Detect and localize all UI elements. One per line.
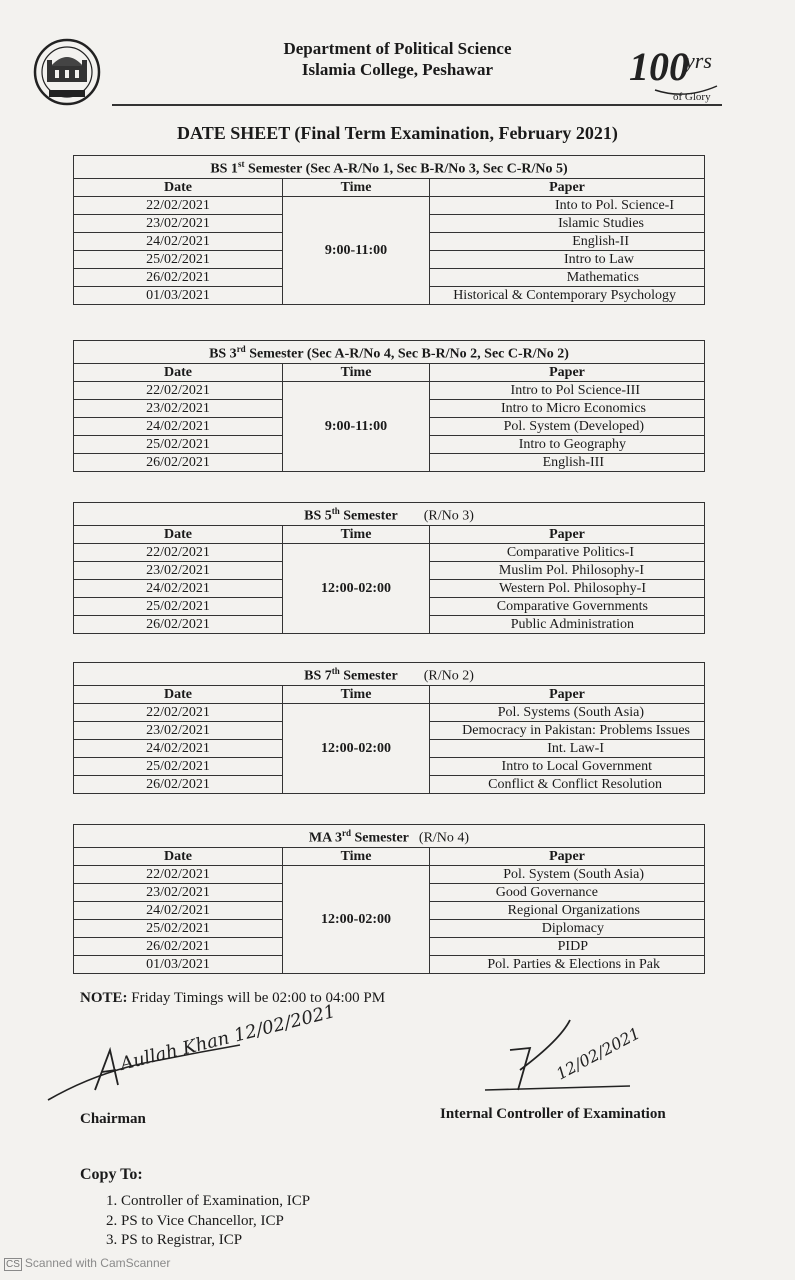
semester-heading: BS 3rd Semester (Sec A-R/No 4, Sec B-R/No 2, Sec C-R/No 2) (74, 341, 705, 364)
table-row: 01/03/2021 Historical & Contemporary Psychology (74, 286, 705, 304)
paper-header: Paper (430, 178, 705, 196)
time-header: Time (283, 178, 430, 196)
table-row: 26/02/2021 Mathematics (74, 268, 705, 286)
schedule-table-bs3 (73, 340, 705, 472)
table-row: 24/02/2021 English-II (74, 232, 705, 250)
exam-time: 9:00-11:00 (283, 381, 430, 471)
friday-timing-note: NOTE: Friday Timings will be 02:00 to 04:00 PM (80, 990, 386, 1006)
list-item: 2. PS to Vice Chancellor, ICP (106, 1212, 284, 1229)
table-row: 25/02/2021 Comparative Governments (74, 597, 705, 615)
table-row: 26/02/2021 Public Administration (74, 615, 705, 633)
date-sheet-title: DATE SHEET (Final Term Examination, February 2021) (177, 123, 618, 143)
copy-to-heading: Copy To: (80, 1166, 143, 1183)
table-row: 22/02/2021 12:00-02:00 Pol. System (South Asia) (74, 865, 705, 883)
department-name: Department of Political Science (283, 39, 512, 58)
camscanner-watermark: CS Scanned with CamScanner (6, 1256, 171, 1270)
table-row: 22/02/2021 12:00-02:00 Pol. Systems (South Asia) (74, 703, 705, 721)
college-name: Islamia College, Peshawar (301, 60, 494, 79)
table-row: 24/02/2021 Pol. System (Developed) (74, 417, 705, 435)
table-row: 22/02/2021 12:00-02:00 Comparative Politics-I (74, 543, 705, 561)
table-row: 26/02/2021 Conflict & Conflict Resolution (74, 775, 705, 793)
paper-header: Paper (430, 525, 705, 543)
list-item: 1. Controller of Examination, ICP (106, 1193, 311, 1209)
table-row: 22/02/2021 9:00-11:00 Intro to Pol Science-III (74, 381, 705, 399)
svg-text:of Glory: of Glory (673, 91, 711, 103)
schedule-table-bs7 (73, 662, 705, 794)
copy-to-list (106, 1192, 310, 1251)
table-row: 24/02/2021 Regional Organizations (74, 901, 705, 919)
table-row: 22/02/2021 9:00-11:00 Into to Pol. Science-I (74, 196, 705, 214)
paper-header: Paper (430, 685, 705, 703)
time-header: Time (283, 685, 430, 703)
date-header: Date (74, 685, 283, 703)
table-row: 23/02/2021 Good Governance (74, 883, 705, 901)
time-header: Time (283, 525, 430, 543)
semester-heading: BS 7th Semester (R/No 2) (74, 663, 705, 686)
time-header: Time (283, 847, 430, 865)
date-header: Date (74, 363, 283, 381)
paper-header: Paper (430, 363, 705, 381)
time-header: Time (283, 363, 430, 381)
date-header: Date (74, 178, 283, 196)
table-row: 23/02/2021 Muslim Pol. Philosophy-I (74, 561, 705, 579)
exam-time: 12:00-02:00 (283, 865, 430, 973)
chairman-signature (40, 1001, 338, 1110)
exam-time: 12:00-02:00 (283, 703, 430, 793)
hundred-years-logo (625, 34, 720, 102)
table-row: 01/03/2021 Pol. Parties & Elections in Pak (74, 955, 705, 973)
table-row: 23/02/2021 Democracy in Pakistan: Problems Issues (74, 721, 705, 739)
table-row: 25/02/2021 Diplomacy (74, 919, 705, 937)
semester-heading: BS 1st Semester (Sec A-R/No 1, Sec B-R/No 3, Sec C-R/No 5) (74, 156, 705, 179)
date-header: Date (74, 525, 283, 543)
table-row: 26/02/2021 English-III (74, 453, 705, 471)
table-row: 23/02/2021 Islamic Studies (74, 214, 705, 232)
date-header: Date (74, 847, 283, 865)
exam-time: 9:00-11:00 (283, 196, 430, 304)
semester-heading: MA 3rd Semester (R/No 4) (74, 825, 705, 848)
svg-text:12/02/2021: 12/02/2021 (552, 1023, 644, 1084)
svg-text:100: 100 (629, 44, 689, 89)
schedule-table-ma3 (73, 824, 705, 974)
schedule-table-bs1 (73, 155, 705, 305)
table-row: 24/02/2021 Western Pol. Philosophy-I (74, 579, 705, 597)
header-divider (112, 104, 722, 106)
table-row: 25/02/2021 Intro to Law (74, 250, 705, 268)
controller-title: Internal Controller of Examination (440, 1106, 666, 1122)
table-row: 25/02/2021 Intro to Geography (74, 435, 705, 453)
svg-text:yrs: yrs (685, 48, 712, 73)
table-row: 26/02/2021 PIDP (74, 937, 705, 955)
schedule-table-bs5 (73, 502, 705, 634)
svg-text:Aullah Khan 12/02/2021: Aullah Khan 12/02/2021 (118, 1001, 338, 1075)
exam-time: 12:00-02:00 (283, 543, 430, 633)
table-row: 24/02/2021 Int. Law-I (74, 739, 705, 757)
chairman-title: Chairman (80, 1111, 146, 1127)
list-item: 3. PS to Registrar, ICP (106, 1232, 243, 1248)
controller-signature (480, 1010, 670, 1100)
semester-heading: BS 5th Semester (R/No 3) (74, 503, 705, 526)
table-row: 25/02/2021 Intro to Local Government (74, 757, 705, 775)
paper-header: Paper (430, 847, 705, 865)
table-row: 23/02/2021 Intro to Micro Economics (74, 399, 705, 417)
